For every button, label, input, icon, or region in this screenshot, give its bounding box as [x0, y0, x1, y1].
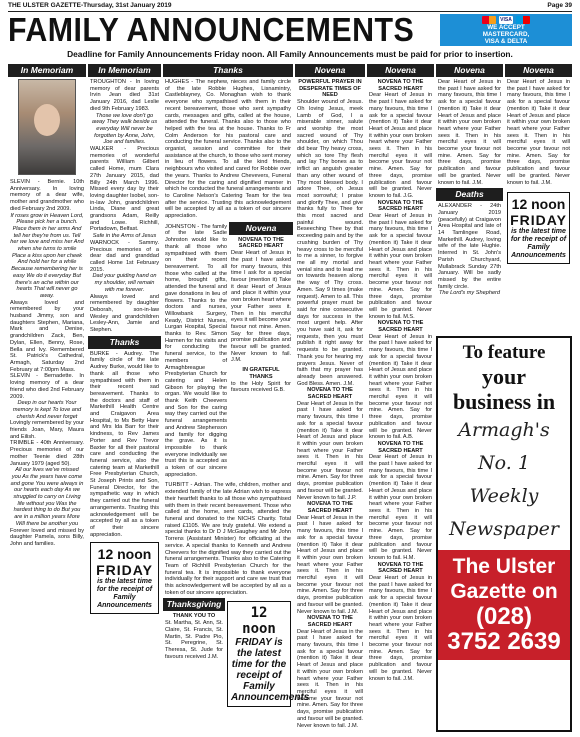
- ad-paper-name-2: Gazette on: [450, 580, 558, 603]
- notice-walker: WALKER - Precious memories of wonderful parents William Gilbert called Home, mum Clara 27th January 2015, dad Billy 24th March 1996. Missed every day by their loving daughter Isobel, son-in-law John, grandchildren Linda, Diane and great grandsons Adam, Reilly and Lowe. Richhill, Portadown, Belfast.: [90, 146, 159, 233]
- novena-heading: NOVENA TO THE SACRED HEART: [307, 387, 353, 401]
- deadline-notice: Deadline for Family Announcements Friday noon. All Family Announcements must be paid for prior to insertion.: [67, 49, 513, 59]
- section-header: In Memoriam: [88, 64, 161, 77]
- notice-text: [367, 77, 434, 684]
- ad-script-2: No. 1: [478, 452, 530, 474]
- ad-script-1: Armagh's: [458, 419, 550, 441]
- section-header: Novena: [367, 64, 434, 77]
- notice-text: [163, 222, 229, 481]
- novena-text: Dear Heart of Jesus in the past I have asked for many favours, this time I ask for a special favour (mention it) Take it dear Heart of Jesus and place it within your own broken heart where your Father sees it. Then in his merciful eyes it will become your favour not mine. Amen. Say for three days, promise publication and favour will be granted. Never known to fail. J.M.: [369, 575, 432, 682]
- page-number: Page 39: [547, 2, 572, 9]
- notice-johnston: JOHNSTON - The family of the late Sadie Johnston would like to thank all those who sympathised with them on their recent bereavement. To all those who called at the home, brought gifts, attended the funeral and gave donations in lieu of flowers. Thanks to the doctors and nurses, Willowbank Surgery, Keady, District Nurses, Lurgan Hospital, Special thanks to Rev. Simon Harmen for his visits and for conducting the funeral service, to the members of Armaghbreague Presbyterian Church for catering and Helen Gibson for playing the organ. We would like to thank Keith Cheevers and Son for the caring way they carried out the funeral arrangements and Andrew Stephenson and family for digging the grave. As it is impossible to thank everyone individually we trust this is accepted as a token of our sincere appreciation.: [165, 223, 227, 478]
- ad-line-3: business in: [452, 389, 556, 414]
- section-header: Thanks: [88, 336, 161, 349]
- noon-caption: FRIDAY is the latest time for the receipt of Family Announcements: [231, 637, 310, 704]
- notice-text: [505, 77, 572, 188]
- novena-text: Dear Heart of Jesus in the past I have asked for many favours, this time I ask for a special favour (mention it) Take it dear Heart of Jesus and place it within your own broken heart where your Father sees it. Then in his merciful eyes it will become your favour not mine. Amen. Say for three days, promise publication and favour will be granted. Never known to fail. J.M.: [297, 514, 363, 615]
- notice-text: [88, 77, 161, 336]
- notice-slevin-family: Always loved and remembered by your husband Jimmy, son and daughters Stephen, Mariana, Mark and Denise, grandchildren Zack, Ben, Dylan, Ellen, Benny, Rose, Bella and Ivy. Remembered St. Patrick's Cathedral, Armagh, Saturday 2nd February at 7:00pm Mass.: [10, 299, 84, 373]
- notice-warnock-family: Always loved and remembered by daughter Deborah, son-in-law Wesley and grandchildren Lesley-Ann, Jamie and Stephen.: [90, 293, 159, 334]
- column-novena-2: [367, 64, 434, 732]
- deadline-box: [507, 192, 570, 264]
- novena-heading: NOVENA TO THE SACRED HEART: [377, 440, 424, 454]
- novena-text: Dear Heart of Jesus in the past I have asked for many favours, this time I ask for a special favour (mention it) Take it dear Heart of Jesus and place it within your own broken heart where your Father sees it. Then in his merciful eyes it will become your favour not mine. Amen. Say for three days, promise publication and favour will be granted. Never known to fail. H.M.: [369, 454, 432, 561]
- notice-warnock: WARNOCK - Sammy. Precious memories of a dear dad and granddad called Home 1st February 2015.: [90, 239, 159, 273]
- friday-label: FRIDAY: [96, 562, 153, 579]
- ad-contact-panel: [438, 550, 570, 660]
- friday-label: FRIDAY: [510, 212, 567, 229]
- visa-icon: VISA: [500, 16, 512, 23]
- maestro-icon: [516, 16, 530, 24]
- novena-text: Dear Heart of Jesus in the past I have asked for many favours, this time I ask for a special favour (mention it) Take it dear Heart of Jesus and place it within your own broken heart where your Father sees it. Then in his merciful eyes it will become your favour not mine. Amen. Say for three days, promise publication and favour will be granted. Never known to fail. A.B.: [369, 333, 432, 441]
- section-header: Thanksgiving: [163, 598, 225, 611]
- novena-text: Dear Heart of Jesus in the past I have asked for many favours, this time I ask for a special favour (mention it) Take it dear Heart of Jesus and place it within your own broken heart where your Father sees it. Then in his merciful eyes it will become your favour not mine. Amen. Say for three days, promise publication and favour will be granted. Never known to fail. J.M.: [438, 79, 501, 186]
- novena-heading: NOVENA TO THE SACRED HEART: [377, 320, 424, 334]
- novena-heading: NOVENA TO THE SACRED HEART: [238, 236, 284, 250]
- novena-text: Dear Heart of Jesus in the past I have asked for many favours, this time I ask for a special favour (mention it) Take it dear Heart of Jesus and place it within your own broken heart where your Father sees it. Then in his merciful eyes it will become your favour not mine. Amen. Say for three days, promise publication and favour will be granted. Never known to fail. M.S.: [369, 213, 432, 320]
- thanksgiving-heading: THANK YOU TO: [172, 613, 216, 620]
- card-text-1: WE ACCEPT: [487, 23, 525, 31]
- notice-troughton: TROUGHTON - In loving memory of dear parents Irvin Jean died 31st January 2016, dad Leslie died 9th February 1983.: [90, 79, 159, 112]
- notice-text: [163, 480, 293, 598]
- card-text-2: MASTERCARD,: [482, 30, 530, 38]
- section-header: In Memoriam: [8, 64, 86, 77]
- notice-alexander: ALEXANDER - 24th January 2019 (peacefully) at Craigavon Area Hospital and late of 14 Tamlingee Road, Markethill. Audrey, loving wife of the late Hughie. Interred in St. John's Parish Churchyard, Mullabrack Sunday 27th January. Will be sadly missed by the entire family circle.: [438, 203, 501, 290]
- card-logos: [440, 16, 572, 24]
- notice-trimble: TRIMBLE - 40th Anniversary. Precious memories of our mother Teenie died 28th January 1979 (aged 50).: [10, 440, 84, 467]
- column-in-memoriam-2: [88, 64, 161, 732]
- page-title: FAMILY ANNOUNCEMENTS: [8, 11, 415, 48]
- novena-text: Dear Heart of Jesus in the past I have asked for many favours, this time I ask for a special favour (mention it) Take it dear Heart of Jesus and place it within your own broken heart where your Father sees it. Then in his merciful eyes it will become your favour not mine. Amen. Say for three days, promise publication and favour will be granted. Never known to fail. J.P.: [297, 400, 363, 501]
- deadline-box: [90, 542, 159, 614]
- ad-line-2: your: [482, 364, 526, 389]
- card-payment-banner: [440, 14, 572, 46]
- section-header: Thanks: [163, 64, 293, 77]
- verse: The Lord's my Shepherd: [438, 290, 501, 297]
- novena-text: Dear Heart of Jesus in the past I have asked for many favours, this time I ask for a special favour (mention it) Take it dear Heart of Jesus and place it within your own broken heart where your Father sees it. Then in his merciful eyes it will become your favour not mine. Amen. Say for three days, promise publication and favour will be granted. Never known to fail. J.M.: [297, 628, 363, 729]
- novena-text: Dear Heart of Jesus in the past I have asked for many favours, this time I ask for a special favour (mention it) Take it dear Heart of Jesus and place it within your own broken heart where your Father sees it. Then in his merciful eyes it will become your favour not mine. Amen. Say for three days, promise publication and favour will be granted. Never known to fail. J.M.: [507, 79, 570, 186]
- column-thanks: [163, 64, 310, 732]
- notice-turbitt: TURBITT - Adrian. The wife, children, mother and extended family of the late Adrian wish to express their heartfelt thanks to all those who sympathised with them in their recent bereavement. Those who called at the home, sent cards, attended the funeral and donated to the NICHS Charity. Total raised £1105. We are truly grateful. We extend a special thanks to Dr D J McGaughey and Mr John Torrens (Assistant Minister) for officiating at the service. A special thanks to Kenneth and Andrew Cheevers for the dignified way they carried out the funeral arrangements. Thanks also to the Catering Team of Richhill Presbyterian Church for the funeral tea. It is impossible to thank everyone individually for their support and care we trust that this acknowledgement will be accepted by all as a token of our sincere appreciation.: [165, 482, 291, 596]
- section-header: Novena: [436, 64, 503, 77]
- noon-label: 12 noon: [97, 546, 152, 563]
- column-novena-1: [295, 64, 365, 732]
- deadline-box-wide: [227, 601, 310, 707]
- verse: If roses grow in Heaven Lord, Please pick her a bunch. Place them in her arms And tell her they're from us. Tell her we love and miss her And when she turns to smile Place a kiss upon her cheek And hold her for a while Because remembering her is easy We do it everyday But there's an ache within our hearts That will never go away.: [10, 212, 84, 299]
- prayer-heading: POWERFUL PRAYER IN DESPERATE TIMES OF NEED: [298, 79, 362, 99]
- notice-slevin-friends: Lovingly remembered by your friends Joan, Mary, Maura and Eilish.: [10, 420, 84, 440]
- noon-label: 12 noon: [511, 196, 566, 213]
- verse: Dad your guiding hand on my shoulder, will remain with me forever.: [92, 273, 157, 293]
- novena-text: Dear Heart of Jesus in the past I have asked for many favours, this time I ask for a special favour (mention it) Take it dear Heart of Jesus and place it within your own broken heart where your Father sees it. Then in his merciful eyes it will become your favour not mine. Amen. Say for three days, promise publication and favour will be granted. Never known to fail. J.M.: [231, 250, 292, 364]
- grateful-heading: IN GRATEFUL THANKS: [242, 367, 280, 380]
- mastercard-icon: [482, 16, 496, 24]
- notice-slevin-2: SLEVIN - Bernadette. In loving memory of a dear friend who died 2nd February 2009.: [10, 373, 84, 400]
- notice-trimble-family: Forever loved and missed by daughter Pamela, sons Billy, John and families.: [10, 527, 84, 547]
- notice-text: [295, 77, 365, 731]
- notice-text: [229, 235, 293, 396]
- grateful-text: to the Holy Spirit for favours received G.B.: [231, 380, 291, 394]
- novena-heading: NOVENA TO THE SACRED HEART: [377, 199, 424, 213]
- novena-heading: NOVENA TO THE SACRED HEART: [377, 79, 424, 92]
- ad-paper-name-1: The Ulster: [452, 555, 556, 578]
- notice-burke: BURKE - Audrey. The family circle of the late Audrey Burke, would like to thank all those who sympathised with them in their recent sad bereavement. Thanks to the doctors and staff of Markethill Health Centre and Craigavon Area Hospital, to Ms Betty Hare and Mrs Ida Barr for their kindness, to Rev James Porter and Rev Trevor Baxter for all their pastoral care and conducting the funeral service, also the catering team at Markethill Free Presbyterian Church, St Joseph Prints and Son, Funeral Director, for the sympathetic way in which they carried out the funeral arrangements. Trusting this acknowledgement will be accepted by all as a token of their sincere appreciation.: [90, 350, 159, 538]
- notice-text: [436, 201, 503, 299]
- noon-label: 12 noon: [242, 605, 276, 638]
- notice-text: [163, 611, 225, 662]
- section-header: Novena: [295, 64, 365, 77]
- portrait-photo: [18, 79, 76, 175]
- newspaper-date: THE ULSTER GAZETTE-Thursday, 31st January 2019: [8, 2, 172, 9]
- novena-text: Dear Heart of Jesus in the past I have asked for many favours, this time I ask for a special favour (mention it) Take it dear Heart of Jesus and place it within your own broken heart where your Father sees it. Then in his merciful eyes it will become your favour not mine. Amen. Say for three days, promise publication and favour will be granted. Never known to fail. J.G.: [369, 92, 432, 199]
- advert-box: [436, 336, 572, 732]
- notice-slevin: SLEVIN - Bernie. 10th Anniversary. In loving memory of a dear wife, mother and grandmother who died February 2nd 2009.: [10, 179, 84, 212]
- column-novena-4: [505, 64, 572, 334]
- ad-script-3: Weekly: [469, 485, 539, 507]
- ad-phone-code: (028): [475, 603, 533, 630]
- noon-caption: is the latest time for the receipt of Family Announcements: [510, 228, 567, 260]
- section-header: Novena: [229, 222, 293, 235]
- verse: Safe in the Arms of Jesus: [92, 233, 157, 240]
- notice-text: [436, 77, 503, 188]
- verse: All our lives we've missed you As the years have come and gone You were always in our hearts each day As we struggled to carry on Living life without you Was the hardest thing to do But you are in a million years More Will there be another you: [10, 467, 84, 527]
- noon-caption: is the latest time for the receipt of Family Announcements: [96, 578, 153, 610]
- ad-script-4: Newspaper: [449, 518, 559, 540]
- verse: Those we love don't go away They walk beside us everyday Will never be forgotten by Anne, John, Joe and families.: [91, 112, 158, 146]
- column-in-memoriam-1: [8, 64, 86, 732]
- notice-text: [8, 177, 86, 550]
- novena-heading: NOVENA TO THE SACRED HEART: [377, 561, 424, 575]
- verse: Deep in our hearts Your memory is kept To love and cherish And never forget: [12, 400, 82, 420]
- novena-heading: NOVENA TO THE SACRED HEART: [307, 615, 353, 628]
- notice-text: [88, 349, 161, 541]
- notice-text: [163, 77, 293, 222]
- ad-line-1: To feature: [462, 342, 546, 363]
- column-novena-3: [436, 64, 503, 334]
- ad-phone-number: 3752 2639: [447, 628, 561, 655]
- section-header: Deaths: [436, 188, 503, 201]
- notice-hughes: HUGHES - The nephew, nieces and family circle of the late Robbie Hughes, Lisnamintry, Castleblayney, Co. Monaghan wish to thank everyone who sympathised with them in their recent bereavement, those who sent sympathy cards, messages and gifts, called at the house, attended the funeral. Thanks also to those who helped with the tea at the house. Thanks to Fr Colm Anderson for his pastoral care and conducting the funeral service. Thanks also to the organist, session and committee for their assistance at the church, to those who sent money in lieu of flowers. To all the kind friends, neighbours who visited and cared for Robbie over the years. Thanks to Andrew Chevevers, Funeral Director for the caring and dignified manner in which he conducted the funeral arrangements and to Caroline Nelson's Catering Team for the tea after the service. Trusting this acknowledgement will be accepted by all as a token of our sincere appreciation.: [165, 79, 291, 220]
- thanksgiving-text: St. Martha, St. Ann, St. Claire, St. Francis, St. Martin, St. Padre Pio, St. Peregrine, St. Theresa, St. Jude for favours received J.M.: [165, 620, 223, 660]
- section-header: Novena: [505, 64, 572, 77]
- prayer-text: Shoulder wound of Jesus. Oh loving Jesus, meek Lamb of God, I a miserable sinner, salute and worship the most sacred wound of Thy shoulder, on which Thou did bear Thy heavy cross, which so tore Thy flesh and lay Thy bones as to inflict an anguish greater than any other wound of Thy most blessed body. I adore Thee, oh Jesus most sorrowful; I praise and glorify Thee, and give thanks fully to Thee for this most sacred and painful wound. Beseeching Thee by that exceeding pain and by the crushing burden of Thy heavy cross to be merciful to me a sinner, to forgive me all my mortal and venial sins and to lead me on towards heaven along the way of Thy cross. Amen. Say 9 times (make request). Amen to all. This powerful prayer must be said for nine consecutive days for success in the most urgent help. After you have said it, ask for requests, then you must publish it right away for requests to be granted. Thank you for hearing my prayers Jesus. Never of faith that my prayer has already been answered. God Bless. Amen. J.M.: [297, 99, 363, 387]
- novena-heading: NOVENA TO THE SACRED HEART: [307, 501, 353, 514]
- card-text-3: VISA & DELTA: [484, 37, 528, 45]
